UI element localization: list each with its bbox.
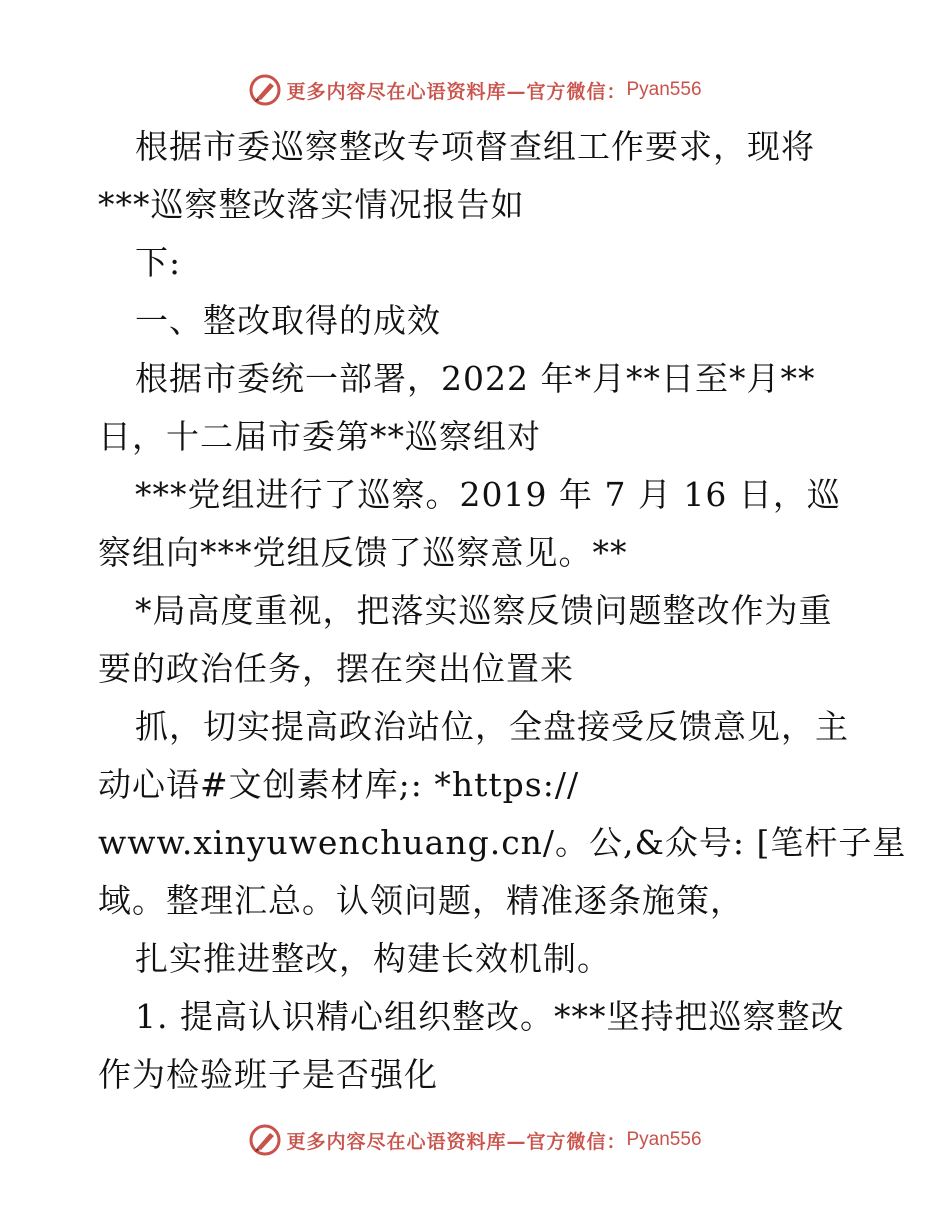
body-line: ***巡察整改落实情况报告如	[98, 185, 525, 224]
body-line: 动心语#文创素材库;: *https://	[98, 765, 580, 804]
body-line: 抓，切实提高政治站位，全盘接受反馈意见，主	[135, 707, 849, 746]
subsection-heading: 1. 提高认识精心组织整改。***坚持把巡察整改	[135, 997, 845, 1036]
body-line: 域。整理汇总。认领问题，精准逐条施策，	[98, 881, 744, 920]
pen-logo-icon	[248, 1123, 282, 1157]
banner-wechat: Pyan556	[626, 79, 702, 100]
body-line: 要的政治任务，摆在突出位置来	[98, 649, 574, 688]
footer-banner	[0, 1120, 950, 1160]
body-line: ***党组进行了巡察。2019 年 7 月 16 日，巡	[135, 475, 841, 514]
body-line: 日，十二届市委第**巡察组对	[98, 417, 541, 456]
body-line: www.xinyuwenchuang.cn/。公,&众号: [笔杆子星	[98, 823, 907, 862]
body-line: 扎实推进整改，构建长效机制。	[135, 939, 611, 978]
body-line: 察组向***党组反馈了巡察意见。**	[98, 533, 628, 572]
body-line: 根据市委统一部署，2022 年*月**日至*月**	[135, 359, 816, 398]
section-heading: 一、整改取得的成效	[135, 301, 441, 340]
banner-text: 更多内容尽在心语资料库—官方微信：	[286, 80, 627, 103]
body-line: 下:	[135, 243, 182, 282]
body-line: 根据市委巡察整改专项督查组工作要求，现将	[135, 127, 815, 166]
pen-logo-icon	[248, 73, 282, 107]
body-line: *局高度重视，把落实巡察反馈问题整改作为重	[135, 591, 833, 630]
header-banner	[0, 70, 950, 110]
body-line: 作为检验班子是否强化	[98, 1055, 438, 1094]
banner-wechat: Pyan556	[626, 1129, 702, 1150]
banner-text: 更多内容尽在心语资料库—官方微信：	[286, 1130, 627, 1153]
